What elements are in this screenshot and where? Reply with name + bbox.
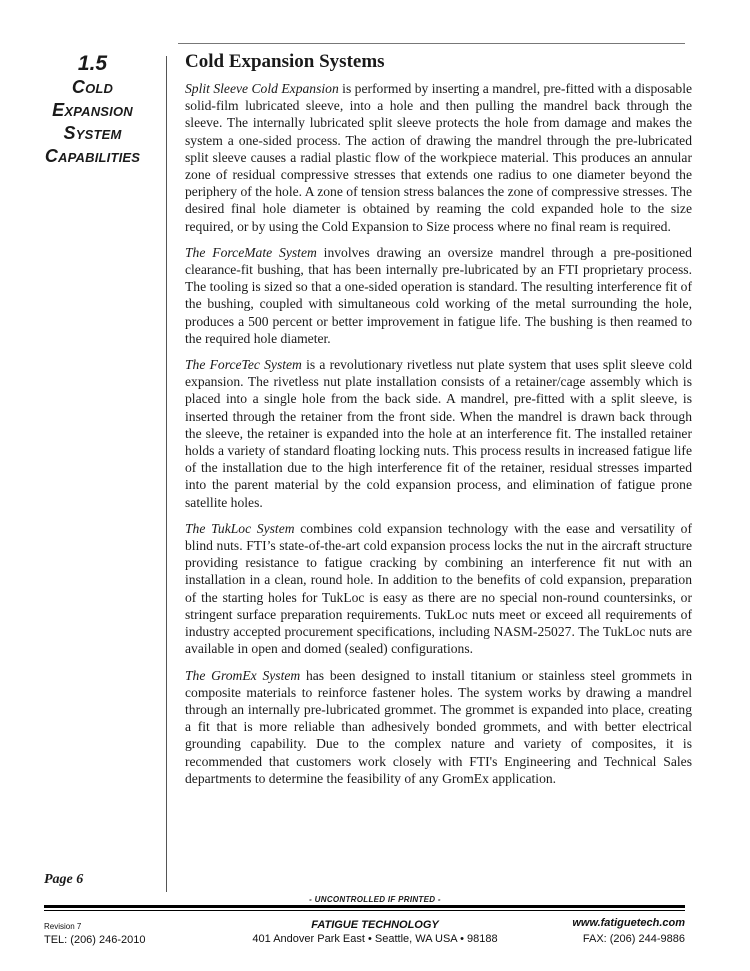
page-number: Page 6 bbox=[44, 872, 84, 887]
paragraph-lead: The ForceTec System bbox=[185, 357, 302, 373]
paragraph-lead: The TukLoc System bbox=[185, 520, 295, 536]
paragraph-forcetec bbox=[185, 356, 692, 511]
website-link[interactable]: www.fatiguetech.com bbox=[572, 917, 685, 929]
paragraph-lead: The GromEx System bbox=[185, 667, 301, 683]
section-sidebar bbox=[30, 52, 155, 168]
paragraph-tukloc bbox=[185, 520, 692, 658]
telephone: TEL: (206) 246-2010 bbox=[44, 934, 146, 946]
footer-rule-thin bbox=[44, 910, 685, 911]
paragraph-lead: The ForceMate System bbox=[185, 244, 317, 260]
uncontrolled-notice: - UNCONTROLLED IF PRINTED - bbox=[309, 895, 441, 904]
footer-rule-thick bbox=[44, 905, 685, 908]
paragraph-text: is performed by inserting a mandrel, pre-fitted with a disposable solid-film lubricated sleeve, into a hole and then pulling the mandrel back through the sleeve. The internally lubricated split sleeve protects the hole from damage and makes the system a one-sided process. The action of drawing the mandrel through the pre-lubricated split sleeve causes a radial plastic flow of the workpiece material. This produces an annular zone of residual compressive stresses that extends one radius to one diameter beyond the periphery of the hole. A zone of tension stress balances the zone of compressive stresses. The desired final hole diameter is obtained by reaming the cold expanded hole to the size required, or by using the Cold Expansion to Size process where no final ream is required. bbox=[185, 81, 692, 234]
paragraph-forcemate bbox=[185, 244, 692, 347]
paragraph-lead: Split Sleeve Cold Expansion bbox=[185, 81, 339, 96]
paragraph-text: involves drawing an oversize mandrel through a pre-positioned clearance-fit bushing, that has been internally pre-lubricated by an FTI proprietary process. The tooling is sized so that a one-sided operation is standard. The resulting interference fit of the bushing, coupled with simultaneous cold working of the metal surrounding the hole, produces a 500 percent or better improvement in fatigue life. The bushing is then reamed to the required hole diameter. bbox=[185, 244, 692, 346]
section-title-line: System bbox=[63, 123, 122, 143]
company-address: 401 Andover Park East • Seattle, WA USA • 98188 bbox=[252, 933, 498, 945]
paragraph-text: is a revolutionary rivetless nut plate system that uses split sleeve cold expansion. The rivetless nut plate installation consists of a retainer/cage assembly which is placed into a single hole from the back side. A mandrel, pre-fitted with a split sleeve, is inserted through the retainer from the front side. When the mandrel is drawn back through the sleeve, the retainer is expanded into the hole at an interference fit. The installed retainer holds a variety of standard floating locking nuts. This process results in increased fatigue life of the installation due to the high interference fit of the retainer, residual stresses imparted into the parent material by the cold expansion process, and elimination of fatigue prone satellite holes. bbox=[185, 357, 692, 510]
section-title-line: Expansion bbox=[52, 100, 133, 120]
section-title-line: Cold bbox=[71, 77, 114, 97]
section-number: 1.5 bbox=[77, 52, 108, 75]
top-divider bbox=[178, 43, 685, 44]
paragraph-text: combines cold expansion technology with the ease and versatility of blind nuts. FTI’s state-of-the-art cold expansion process locks the nut in the aircraft structure providing resistance to fatigue cracking by combining an interference fit nut with an installation in a clean, round hole. In addition to the benefits of cold expansion, preparation of the starting holes for TukLoc is easy as there are no special non-round countersinks, or stringent surface preparation requirements. TukLoc nuts meet or exceed all requirements of industry accepted procurement specifications, including NASM-25027. The TukLoc nuts are available in open and domed (sealed) configurations. bbox=[185, 520, 692, 657]
revision-label: Revision 7 bbox=[44, 922, 82, 931]
paragraph-gromex bbox=[185, 667, 692, 787]
paragraph-split-sleeve bbox=[185, 80, 692, 235]
fax-number: FAX: (206) 244-9886 bbox=[582, 933, 685, 945]
page-heading: Cold Expansion Systems bbox=[185, 51, 385, 72]
section-title-line: Capabilities bbox=[44, 146, 141, 166]
vertical-divider bbox=[166, 56, 167, 892]
footer-right bbox=[572, 916, 685, 946]
company-name: FATIGUE TECHNOLOGY bbox=[311, 919, 439, 931]
paragraph-text: has been designed to install titanium or stainless steel grommets in composite materials to reinforce fastener holes. The system works by drawing a mandrel through an internally pre-lubricated grommet. The grommet is expanded into place, creating a fit that is more reliable than adhesively bonded grommets, and with better electrical grounding capability. Due to the complex nature and variety of composites, it is recommended that customers work closely with FTI's Engineering and Technical Sales departments to determine the feasibility of any GromEx application. bbox=[185, 667, 692, 786]
main-content bbox=[185, 50, 692, 796]
